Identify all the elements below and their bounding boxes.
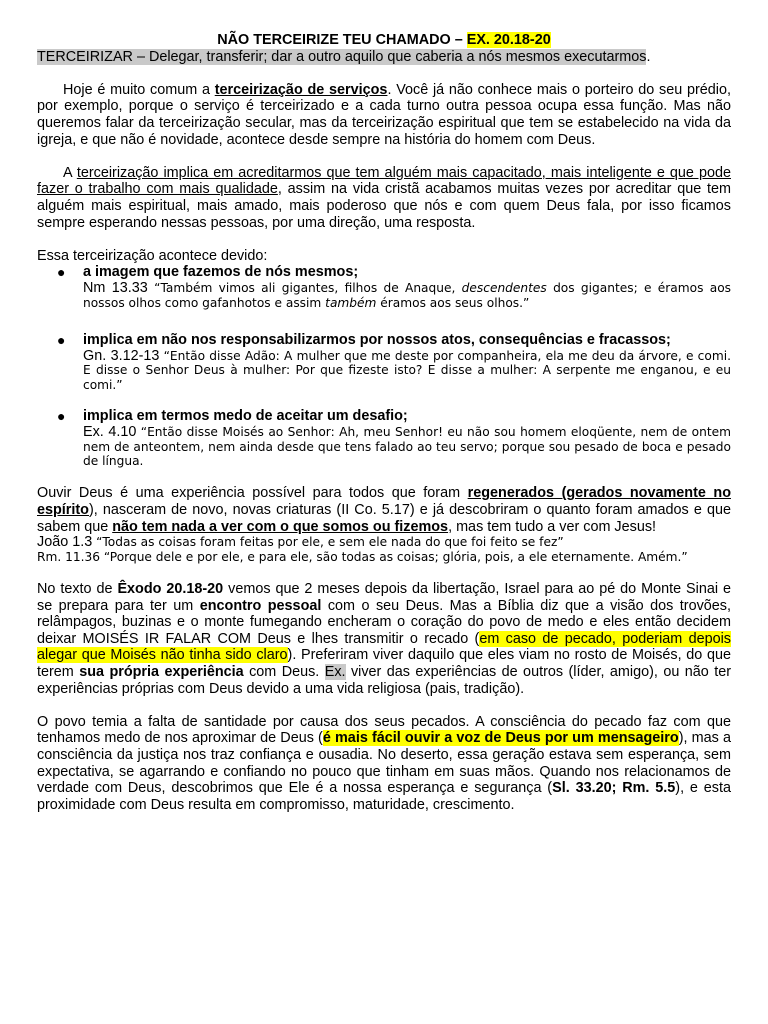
ref-text: dos gigantes; e éramos aos nossos olhos como gafanhotos e assim xyxy=(83,280,732,310)
p4-text: com Deus. xyxy=(243,663,325,680)
list-item xyxy=(37,408,731,468)
list-item xyxy=(37,332,731,408)
verse-lead: João 1.3 xyxy=(37,534,93,551)
p1-text-c: . Você já não conhece mais o porteiro do seu prédio, por exemplo, porque o serviço é terceirizado e a cada turno outra pessoa ocupa essa função. Mas não queremos falar da terceirização secular, mas da terceirização espiritual que tem se estabelecido na vida da igreja, e que não é novidade, acontece desde sempre na história do homem com Deus. xyxy=(37,81,731,148)
definition-text: TERCEIRIZAR – Delegar, transferir; dar a outro aquilo que caberia a nós mesmos executarmos xyxy=(37,48,647,65)
list-intro: Essa terceirização acontece devido: xyxy=(37,247,268,264)
ref-lead: Ex. 4.10 xyxy=(83,424,137,441)
p4-gray: Ex. xyxy=(324,663,346,680)
p4-text: No texto de xyxy=(37,581,118,597)
bullet-icon: ● xyxy=(57,264,66,281)
p3-emphasis: não tem nada a ver com o que somos ou fizemos xyxy=(112,518,449,535)
scripture-reference-cont: E disse o Senhor Deus à mulher: Por que fizeste isto? E disse a mulher: A serpente me enganou, e eu comi.” xyxy=(83,363,731,392)
p2-text-a: A xyxy=(63,164,77,181)
ref-text: “Então disse Adão: A mulher que me deste por companheira, ela me deu da árvore, e comi. xyxy=(159,348,731,363)
p4-text: vemos que 2 meses depois da libertação, Israel para ao pé do Monte Sinai e se prepara para ter um xyxy=(37,581,731,614)
title-reference: EX. 20.18-20 xyxy=(466,32,551,48)
causes-list xyxy=(37,264,731,469)
definition-line xyxy=(37,49,731,66)
p1-text-a: Hoje é muito comum a xyxy=(63,81,215,98)
ref-text: “Também vimos ali gigantes, filhos de Anaque, xyxy=(147,280,462,295)
p3-text: Ouvir Deus é uma experiência possível para todos que foram xyxy=(37,485,468,502)
definition-period: . xyxy=(646,48,651,65)
scripture-reference xyxy=(83,349,731,364)
p5-text: O povo temia a falta de santidade por causa dos seus pecados. A consciência do pecado faz com que tenhamos medo de nos aproximar de Deus ( xyxy=(37,713,731,747)
list-item-heading: a imagem que fazemos de nós mesmos; xyxy=(83,264,359,281)
p4-bold: encontro pessoal xyxy=(199,597,322,614)
p5-text: ), e esta proximidade com Deus resulta em compromisso, maturidade, crescimento. xyxy=(37,780,731,813)
paragraph-exodus xyxy=(37,581,731,697)
paragraph-holiness xyxy=(37,714,731,814)
bullet-icon: ● xyxy=(57,408,66,425)
p3-text: ), nasceram de novo, novas criaturas (II Co. 5.17) e já descobriram o quanto foram amados e que sabem que xyxy=(37,502,731,535)
verse-text: “Todas as coisas foram feitas por ele, e sem ele nada do que foi feito se fez” xyxy=(92,535,564,550)
p4-bold: Êxodo 20.18-20 xyxy=(117,581,224,597)
p4-text: com o seu Deus. Mas a Bíblia diz que a visão dos trovões, relâmpagos, buzinas e o monte fumegando encheram o coração do povo de medo e eles então decidem deixar MOISÉS IR FALAR COM Deus e lhes transmitir o recado ( xyxy=(37,597,731,647)
title-main: NÃO TERCEIRIZE TEU CHAMADO – xyxy=(217,32,463,48)
list-item-heading: implica em não nos responsabilizarmos por nossos atos, consequências e fracassos; xyxy=(83,332,671,349)
p4-highlight: em caso de pecado, poderiam depois alegar que Moisés não tinha sido claro xyxy=(37,630,731,664)
paragraph-intro xyxy=(37,82,731,148)
p5-highlight: é mais fácil ouvir a voz de Deus por um mensageiro xyxy=(322,730,679,747)
p3-text: , mas tem tudo a ver com Jesus! xyxy=(448,518,657,535)
paragraph-regenerated xyxy=(37,485,731,535)
list-item-heading: implica em termos medo de aceitar um desafio; xyxy=(83,408,408,425)
list-item xyxy=(37,264,731,332)
p3-emphasis: regenerados (gerados novamente no espírito xyxy=(37,485,731,519)
ref-text: éramos aos seus olhos.” xyxy=(376,295,530,310)
bullet-icon: ● xyxy=(57,332,66,349)
ref-italic: descendentes xyxy=(461,280,547,295)
p5-text: ), mas a consciência da justiça nos traz confiança e ousadia. No deserto, essa geração estava sem esperança, sem expectativa, se agarrando e confiando no pouco que tinham em suas mãos. Quando nos relacionamos de verdade com Deus, descobrimos que Ele é a nossa esperança e segurança ( xyxy=(37,730,731,797)
scripture-reference xyxy=(83,425,731,469)
p1-emphasis: terceirização de serviços xyxy=(214,81,388,98)
ref-italic: também xyxy=(325,295,377,310)
scripture-reference xyxy=(83,281,731,310)
document-page xyxy=(37,32,731,813)
ref-lead: Nm 13.33 xyxy=(83,279,148,296)
ref-text: “Então disse Moisés ao Senhor: Ah, meu Senhor! eu não sou homem eloqüente, nem de ontem nem de anteontem, nem ainda desde que tens falado ao teu servo; porque sou pesado de boca e pesado de língua. xyxy=(83,425,731,469)
p4-text: viver das experiências de outros (líder, amigo), ou não ter experiências próprias com Deus devido a uma vida religiosa (pais, tradição). xyxy=(37,663,731,697)
p2-text-c: , assim na vida cristã acabamos muitas vezes por acreditar que tem alguém mais espiritual, mais amado, mais poderoso que nós e com quem Deus fala, por isso ficamos sempre esperando nessas pessoas, por uma direção, uma resposta. xyxy=(37,181,731,231)
p5-bold: Sl. 33.20; Rm. 5.5 xyxy=(552,780,676,797)
paragraph-definition xyxy=(37,165,731,231)
p4-text: ). Preferiram viver daquilo que eles viam no rosto de Moisés, do que terem xyxy=(37,647,731,680)
p2-underlined: terceirização implica em acreditarmos que tem alguém mais capacitado, mais inteligente e que pode fazer o trabalho com mais qualidade xyxy=(37,164,731,198)
document-title xyxy=(37,32,731,49)
p4-bold: sua própria experiência xyxy=(79,663,244,680)
ref-lead: Gn. 3.12-13 xyxy=(83,347,160,364)
verse-john xyxy=(37,535,731,550)
verse-romans: Rm. 11.36 “Porque dele e por ele, e para ele, são todas as coisas; glória, pois, a ele eternamente. Amém.” xyxy=(37,549,688,564)
